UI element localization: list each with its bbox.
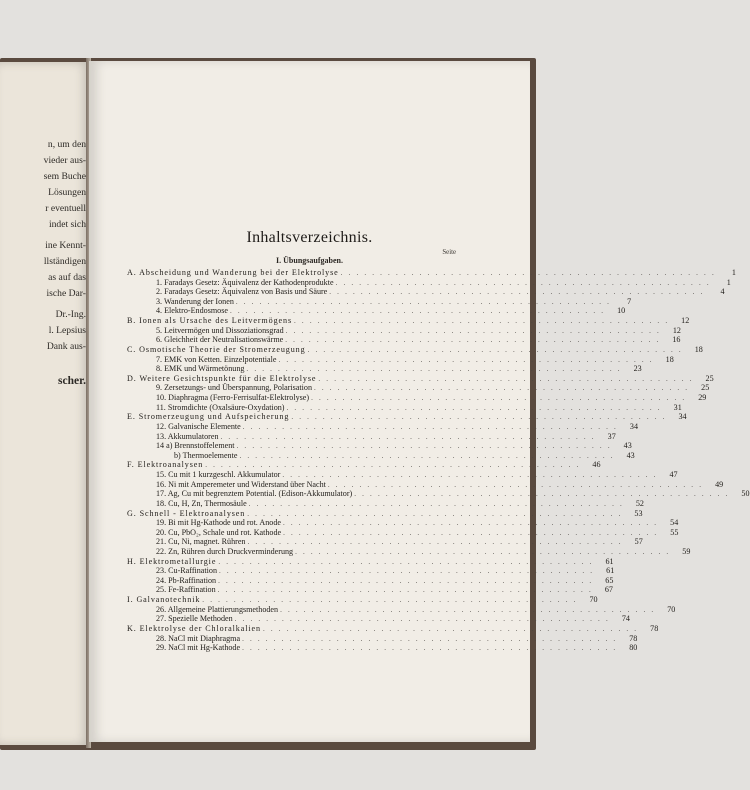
toc-entry-label: 15. Cu mit 1 kurzgeschl. Akkumulator [156,470,281,480]
toc-dot-leader: . . . . . . . . . . . . . . . . . . . . . . . . . . . . . . . . . . . . . . . . . . . . . . . . [247,509,623,518]
toc-dot-leader: . . . . . . . . . . . . . . . . . . . . . . . . . . . . . . . . . . . . . . . . . . . . . . . . [242,422,618,431]
toc-entry-label: E. Stromerzeugung und Aufspeicherung [127,412,290,422]
toc-entry-page: 59 [682,546,691,556]
toc-entry-page: 34 [629,421,638,431]
toc-entry-page: 12 [681,316,690,326]
toc-entry-page: 53 [634,508,643,518]
toc-dot-leader: . . . . . . . . . . . . . . . . . . . . . . . . . . . . . . . . . . . . . . . . . . . . . . . . [285,336,661,345]
toc-dot-leader: . . . . . . . . . . . . . . . . . . . . . . . . . . . . . . . . . . . . . . . . . . . . . . . . [327,480,704,489]
toc-dot-leader: . . . . . . . . . . . . . . . . . . . . . . . . . . . . . . . . . . . . . . . . . . . . . . . . [282,471,658,480]
toc-dot-leader: . . . . . . . . . . . . . . . . . . . . . . . . . . . . . . . . . . . . . . . . . . . . . . . . [236,442,612,451]
toc-entry-page: 4 [720,287,725,297]
toc-entry-page: 43 [623,441,632,451]
toc-entry-page: 16 [672,335,681,345]
toc-entry [127,383,710,393]
toc-entry [127,575,614,586]
toc-entry [127,633,638,644]
toc-entry [127,268,736,278]
toc-dot-leader: . . . . . . . . . . . . . . . . . . . . . . . . . . . . . . . . . . . . . . . . . . . . . . . . [217,586,593,595]
toc-entry-label: 8. EMK und Wärmetönung [156,364,245,374]
toc-entry-page: 43 [626,450,635,460]
toc-entry [127,604,676,615]
left-page-fragment: r eventuell [45,203,86,214]
toc-entry-label: 26. Allgemeine Plattierungsmethoden [156,604,279,614]
toc-entry [127,431,616,442]
toc-entry [127,566,615,576]
left-page-fragment: sem Buche [43,171,86,182]
toc-dot-leader: . . . . . . . . . . . . . . . . . . . . . . . . . . . . . . . . . . . . . . . . . . . . . . . . [278,355,654,364]
toc-entry-label: 16. Ni mit Amperemeter und Widerstand über Nacht [156,479,326,489]
right-page [89,61,750,742]
toc-entry-label: 24. Pb-Raffination [156,575,217,585]
toc-dot-leader: . . . . . . . . . . . . . . . . . . . . . . . . . . . . . . . . . . . . . . . . . . . . . . . . [329,288,705,297]
toc-entry-page: 70 [667,604,676,614]
toc-entry-label: 13. Akkumulatoren [156,431,219,441]
toc-dot-leader: . . . . . . . . . . . . . . . . . . . . . . . . . . . . . . . . . . . . . . . . . . . . . . . . [219,567,595,576]
toc-dot-leader: . . . . . . . . . . . . . . . . . . . . . . . . . . . . . . . . . . . . . . . . . . . . . . . . [234,615,610,624]
toc-entry [127,479,724,490]
left-page-signature: scher. [57,375,86,387]
toc-dot-leader: . . . . . . . . . . . . . . . . . . . . . . . . . . . . . . . . . . . . . . . . . . . . . . . . [280,605,656,614]
toc-entry-page: 70 [589,595,598,605]
toc-dot-leader: . . . . . . . . . . . . . . . . . . . . . . . . . . . . . . . . . . . . . . . . . . . . . . . . [335,278,711,287]
toc-dot-leader: . . . . . . . . . . . . . . . . . . . . . . . . . . . . . . . . . . . . . . . . . . . . . . . . [218,576,594,585]
toc-dot-leader: . . . . . . . . . . . . . . . . . . . . . . . . . . . . . . . . . . . . . . . . . . . . . . . . [205,461,581,470]
left-page-fragment: ische Dar- [46,288,86,299]
toc-dot-leader: . . . . . . . . . . . . . . . . . . . . . . . . . . . . . . . . . . . . . . . . . . . . . . . . [239,451,615,460]
toc-dot-leader: . . . . . . . . . . . . . . . . . . . . . . . . . . . . . . . . . . . . . . . . . . . . . . . . [220,432,596,441]
toc-dot-leader: . . . . . . . . . . . . . . . . . . . . . . . . . . . . . . . . . . . . . . . . . . . . . . . . [202,596,578,605]
toc-dot-leader: . . . . . . . . . . . . . . . . . . . . . . . . . . . . . . . . . . . . . . . . . . . . . . . . [295,547,671,556]
left-page-fragment: as auf das [48,272,86,283]
section-heading: I. Übungsaufgaben. [276,256,343,265]
toc-entry-label: 4. Elektro-Endosmose [156,306,228,316]
toc-entry-page: 54 [670,518,679,528]
toc-entry [127,306,626,316]
toc-dot-leader: . . . . . . . . . . . . . . . . . . . . . . . . . . . . . . . . . . . . . . . . . . . . . . . . [340,269,716,277]
toc-dot-leader: . . . . . . . . . . . . . . . . . . . . . . . . . . . . . . . . . . . . . . . . . . . . . . . . [314,384,690,393]
toc-entry-page: 78 [650,623,659,633]
page-title: Inhaltsverzeichnis. [246,229,373,246]
toc-entry-label: 27. Spezielle Methoden [156,614,233,624]
toc-entry-label: 2. Faradays Gesetz: Äquivalenz von Basis und Säure [156,287,328,297]
toc-entry [127,546,691,557]
toc-entry [127,296,632,307]
toc-entry-label: G. Schnell - Elektroanalysen [127,508,246,518]
toc-entry-label: 14 a) Brennstoffelement [156,441,235,451]
toc-dot-leader: . . . . . . . . . . . . . . . . . . . . . . . . . . . . . . . . . . . . . . . . . . . . . . . . [235,297,612,306]
seite-label: Seite [442,249,456,256]
toc-entry [127,643,638,653]
toc-entry [127,412,687,422]
toc-entry-label: 5. Leitvermögen und Dissoziationsgrad [156,325,284,335]
toc-entry-label: 23. Cu-Raffination [156,566,217,576]
toc-entry-label: 10. Diaphragma (Ferro-Ferrisulfat-Elektrolyse) [156,393,310,403]
toc-entry-label: F. Elektroanalysen [127,460,204,470]
left-page-fragment: llständigen [43,256,86,267]
toc-entry-page: 29 [698,393,707,403]
toc-dot-leader: . . . . . . . . . . . . . . . . . . . . . . . . . . . . . . . . . . . . . . . . . . . . . . . . [246,365,622,374]
toc-entry-page: 78 [629,633,638,643]
toc-entry [127,287,725,297]
toc-entry [127,421,638,432]
toc-entry-page: 61 [606,566,615,576]
toc-entry [127,354,674,365]
left-page-fragment: ine Kennt- [45,240,86,251]
toc-entry [127,277,731,288]
toc-entry [127,489,750,499]
toc-dot-leader: . . . . . . . . . . . . . . . . . . . . . . . . . . . . . . . . . . . . . . . . . . . . . . . . [294,317,670,326]
toc-entry-page: 74 [621,614,630,624]
toc-dot-leader: . . . . . . . . . . . . . . . . . . . . . . . . . . . . . . . . . . . . . . . . . . . . . . . . [263,624,639,633]
toc-entry-page: 1 [731,268,736,277]
toc-entry-page: 1 [726,277,731,287]
toc-entry-label: 9. Zersetzungs- und Überspannung, Polarisation [156,383,312,393]
toc-entry [127,441,632,451]
toc-entry-page: 25 [705,373,714,383]
toc-dot-leader: . . . . . . . . . . . . . . . . . . . . . . . . . . . . . . . . . . . . . . . . . . . . . . . . [311,394,687,403]
left-page-fragment: l. Lepsius [48,325,86,336]
toc-entry-label: 3. Wanderung der Ionen [156,296,234,306]
left-page-fragment: Lösungen [48,187,86,198]
toc-entry [127,595,598,605]
toc-entry-page: 18 [694,344,703,354]
left-page-fragment: Dr.-Ing. [55,309,86,320]
toc-entry-page: 50 [741,489,750,499]
toc-entry-label: 6. Gleichheit der Neutralisationswärme [156,335,284,345]
toc-entry-page: 34 [678,412,687,422]
toc-entry-page: 31 [673,402,682,412]
toc-entry-page: 25 [701,383,710,393]
toc-entry-label: C. Osmotische Theorie der Stromerzeugung [127,344,306,354]
toc-entry-label: D. Weitere Gesichtspunkte für die Elektrolyse [127,373,317,383]
toc-entry-label: 1. Faradays Gesetz: Äquivalenz der Kathodenprodukte [156,277,334,287]
toc-entry-page: 67 [604,585,613,595]
toc-dot-leader: . . . . . . . . . . . . . . . . . . . . . . . . . . . . . . . . . . . . . . . . . . . . . . . . [283,528,659,537]
toc-entry [127,460,601,470]
toc-dot-leader: . . . . . . . . . . . . . . . . . . . . . . . . . . . . . . . . . . . . . . . . . . . . . . . . [242,634,618,643]
toc-dot-leader: . . . . . . . . . . . . . . . . . . . . . . . . . . . . . . . . . . . . . . . . . . . . . . . . [318,374,694,383]
toc-dot-leader: . . . . . . . . . . . . . . . . . . . . . . . . . . . . . . . . . . . . . . . . . . . . . . . . [248,499,624,508]
toc-entry [127,518,679,528]
toc-entry [127,402,682,413]
left-page [0,62,90,745]
toc-entry-label: 18. Cu, H, Zn, Thermosäule [156,498,247,508]
left-page-fragment: indet sich [48,219,86,230]
toc-entry-label: 28. NaCl mit Diaphragma [156,633,241,643]
toc-entry-page: 10 [617,306,626,316]
toc-entry [127,585,613,595]
toc-entry-page: 7 [627,296,632,306]
toc-entry-page: 12 [672,325,681,335]
toc-entry [127,537,643,547]
toc-entry [127,470,678,480]
toc-dot-leader: . . . . . . . . . . . . . . . . . . . . . . . . . . . . . . . . . . . . . . . . . . . . . . . . [218,557,594,566]
toc-entry-label: 22. Zn, Rühren durch Druckverminderung [156,546,294,556]
toc-entry-page: 61 [605,556,614,566]
toc-entry-label: 11. Stromdichte (Oxalsäure-Oxydation) [156,402,285,412]
toc-entry-label: B. Ionen als Ursache des Leitvermögens [127,316,293,326]
toc-entry [127,508,643,519]
toc-entry-page: 55 [670,527,679,537]
toc-entry [127,393,707,403]
toc-entry-page: 47 [669,470,678,480]
toc-entry-page: 46 [592,460,601,470]
toc-entry [127,335,681,345]
toc-dot-leader: . . . . . . . . . . . . . . . . . . . . . . . . . . . . . . . . . . . . . . . . . . . . . . . . [242,644,618,653]
toc-dot-leader: . . . . . . . . . . . . . . . . . . . . . . . . . . . . . . . . . . . . . . . . . . . . . . . . [307,345,683,354]
left-page-fragment: n, um den [47,139,86,150]
toc-entry-label: H. Elektrometallurgie [127,556,217,566]
toc-entry [127,364,642,374]
toc-entry [127,325,681,336]
toc-entry-label: 25. Fe-Raffination [156,585,216,595]
toc-entry-label: 19. Bi mit Hg-Kathode und rot. Anode [156,518,281,528]
toc-entry-label: K. Elektrolyse der Chloralkalien [127,623,261,633]
toc-entry-label: 17. Ag, Cu mit begrenztem Potential. (Edison-Akkumulator) [156,489,353,499]
toc-entry [127,344,703,355]
toc-entry [127,316,690,326]
toc-entry-label: b) Thermoelemente [174,450,238,460]
toc-dot-leader: . . . . . . . . . . . . . . . . . . . . . . . . . . . . . . . . . . . . . . . . . . . . . . . . [285,326,661,335]
toc-dot-leader: . . . . . . . . . . . . . . . . . . . . . . . . . . . . . . . . . . . . . . . . . . . . . . . . [283,519,659,528]
toc-entry-label: 29. NaCl mit Hg-Kathode [156,643,241,653]
toc-entry-label: 20. Cu, PbO₂, Schale und rot. Kathode [156,527,282,537]
toc-dot-leader: . . . . . . . . . . . . . . . . . . . . . . . . . . . . . . . . . . . . . . . . . . . . . . . . [286,403,662,412]
toc-entry-page: 65 [605,575,614,585]
toc-entry-page: 23 [633,364,642,374]
toc-dot-leader: . . . . . . . . . . . . . . . . . . . . . . . . . . . . . . . . . . . . . . . . . . . . . . . . [291,413,667,422]
left-page-fragment: Dank aus- [46,341,86,352]
toc-entry-page: 37 [607,431,616,441]
toc-entry-page: 57 [634,537,643,547]
toc-dot-leader: . . . . . . . . . . . . . . . . . . . . . . . . . . . . . . . . . . . . . . . . . . . . . . . . [247,538,623,547]
toc-entry-page: 18 [665,354,674,364]
toc-entry-page: 80 [629,643,638,653]
toc-dot-leader: . . . . . . . . . . . . . . . . . . . . . . . . . . . . . . . . . . . . . . . . . . . . . . . . [354,490,730,499]
toc-entry-label: I. Galvanotechnik [127,595,201,605]
toc-entry-page: 49 [715,479,724,489]
left-page-fragment: vieder aus- [43,155,86,166]
toc-entry [127,527,679,538]
toc-entry-label: 21. Cu, Ni, magnet. Rühren [156,537,246,547]
toc-entry-label: 7. EMK von Ketten. Einzelpotentiale [156,354,277,364]
toc-dot-leader: . . . . . . . . . . . . . . . . . . . . . . . . . . . . . . . . . . . . . . . . . . . . . . . . [229,307,606,316]
toc-entry [127,556,614,567]
toc-entry [127,623,659,634]
toc-entry [127,373,714,384]
toc-entry-label: A. Abscheidung und Wanderung bei der Elektrolyse [127,268,339,277]
toc-entry-label: 12. Galvanische Elemente [156,421,241,431]
toc-entry [127,498,644,509]
toc-entry [127,614,630,624]
toc-entry-page: 52 [635,498,644,508]
toc-entry [127,450,635,461]
